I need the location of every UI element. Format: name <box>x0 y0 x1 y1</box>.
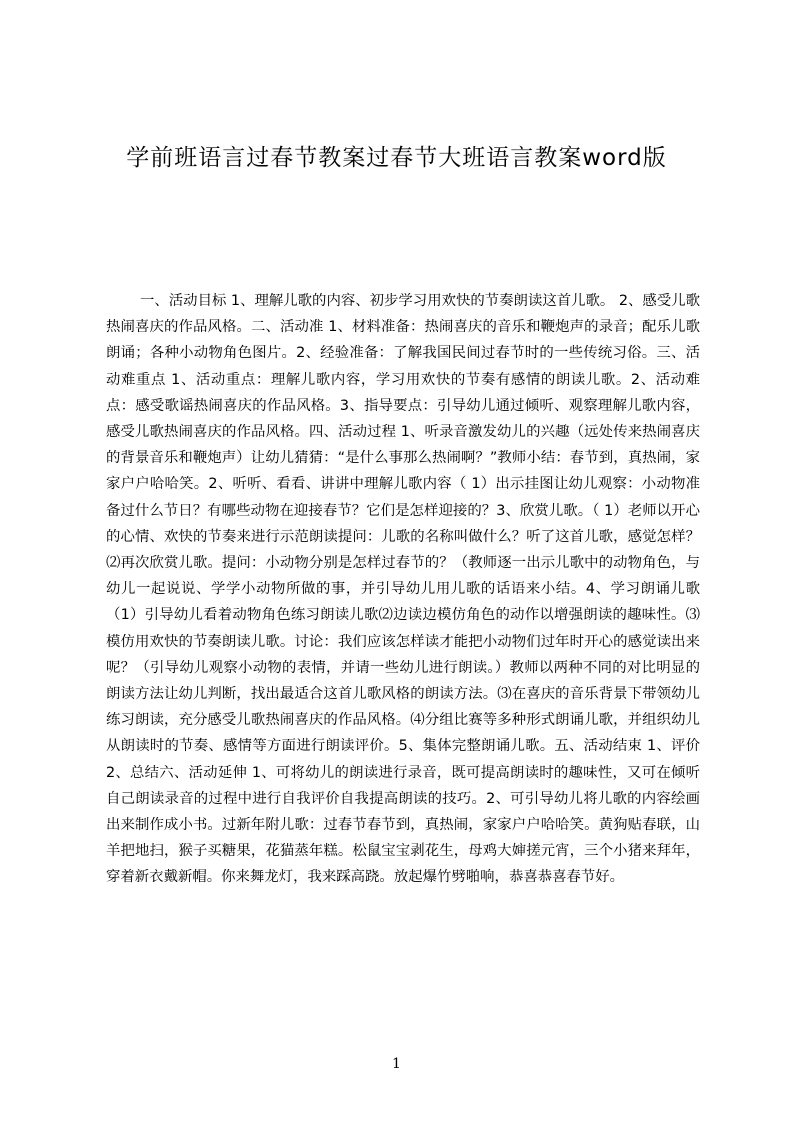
document-body: 一、活动目标 1、理解儿歌的内容、初步学习用欢快的节奏朗读这首儿歌。 2、感受儿歌热闹喜庆的作品风格。二、活动准 1、材料准备：热闹喜庆的音乐和鞭炮声的录音；配乐儿歌朗诵；各种小动物角色图片。2、经验准备：了解我国民间过春节时的一些传统习俗。三、活动难重点 1、活动重点：理解儿歌内容，学习用欢快的节奏有感情的朗读儿歌。2、活动难点：感受歌谣热闹喜庆的作品风格。3、指导要点：引导幼儿通过倾听、观察理解儿歌内容，感受儿歌热闹喜庆的作品风格。四、活动过程 1、听录音激发幼儿的兴趣（远处传来热闹喜庆的背景音乐和鞭炮声）让幼儿猜猜：“是什么事那么热闹啊？”教师小结：春节到，真热闹，家家户户哈哈笑。2、听听、看看、讲讲中理解儿歌内容（ 1）出示挂图让幼儿观察：小动物准备过什么节日？有哪些动物在迎接春节？它们是怎样迎接的？3、欣赏儿歌。（ 1）老师以开心的心情、欢快的节奏来进行示范朗读提问：儿歌的名称叫做什么？听了这首儿歌，感觉怎样？⑵再次欣赏儿歌。提问：小动物分别是怎样过春节的？（教师逐一出示儿歌中的动物角色，与幼儿一起说说、学学小动物所做的事，并引导幼儿用儿歌的话语来小结。4、学习朗诵儿歌（1）引导幼儿看着动物角色练习朗读儿歌⑵边读边模仿角色的动作以增强朗读的趣味性。⑶模仿用欢快的节奏朗读儿歌。讨论：我们应该怎样读才能把小动物们过年时开心的感觉读出来呢？（引导幼儿观察小动物的表情，并请一些幼儿进行朗读。）教师以两种不同的对比明显的朗读方法让幼儿判断，找出最适合这首儿歌风格的朗读方法。⑶在喜庆的音乐背景下带领幼儿练习朗读，充分感受儿歌热闹喜庆的作品风格。⑷分组比赛等多种形式朗诵儿歌，并组织幼儿从朗读时的节奏、感情等方面进行朗读评价。5、集体完整朗诵儿歌。五、活动结束 1、评价 2、总结六、活动延伸 1、可将幼儿的朗读进行录音，既可提高朗读时的趣味性，又可在倾听自己朗读录音的过程中进行自我评价自我提高朗读的技巧。2、可引导幼儿将儿歌的内容绘画出来制作成小书。过新年附儿歌：过春节春节到，真热闹，家家户户哈哈笑。黄狗贴春联，山羊把地扫，猴子买糖果，花猫蒸年糕。松鼠宝宝剥花生，母鸡大婶搓元宵，三个小猪来拜年，穿着新衣戴新帽。你来舞龙灯，我来踩高跷。放起爆竹劈啪响，恭喜恭喜春节好。 <box>106 293 700 886</box>
document-title: 学前班语言过春节教案过春节大班语言教案word版 <box>126 145 667 171</box>
page-number: 1 <box>392 1056 401 1072</box>
